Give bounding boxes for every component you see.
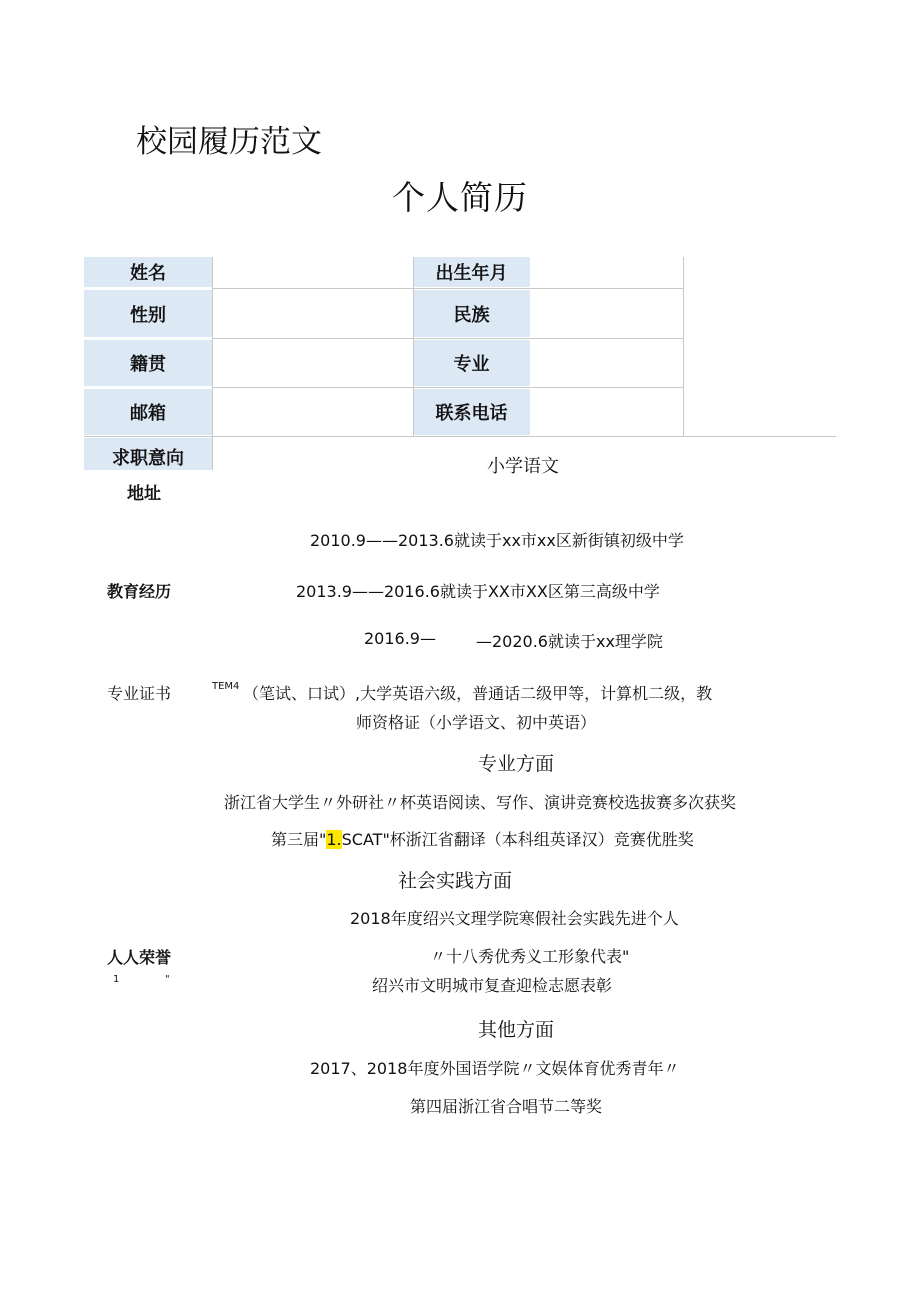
honor-item: 绍兴市文明城市复查迎检志愿表彰 [372,976,613,995]
social-heading: 社会实践方面 [398,870,513,892]
objective-value: 小学语文 [487,456,559,477]
major-label: 专业 [413,340,530,386]
address-label: 地址 [127,484,161,504]
honor-item: 〃十八秀优秀义工形象代表" [430,947,630,966]
honor-item: 2018年度绍兴文理学院寒假社会实践先进个人 [350,909,679,928]
education-item: 2013.9——2016.6就读于XX市XX区第三高级中学 [296,582,660,601]
table-rule [212,387,684,388]
document-title: 校园履历范文 [136,124,322,160]
certificate-prefix: TEM4 [212,681,240,692]
education-item: 2010.9——2013.6就读于xx市xx区新街镇初级中学 [310,531,684,550]
certificates-line: 师资格证（小学语文、初中英语） [356,713,597,732]
honor-text: 第三届" [271,830,327,849]
honor-item: 浙江省大学生〃外研社〃杯英语阅读、写作、演讲竞赛校选拔赛多次获奖 [224,793,737,812]
honor-item: 2017、2018年度外国语学院〃文娱体育优秀青年〃 [310,1059,680,1078]
objective-label: 求职意向 [84,438,212,470]
stray-mark: 1 [113,974,120,985]
table-rule [413,257,414,436]
table-rule [683,257,684,436]
gender-label: 性别 [84,290,212,337]
table-rule [84,436,836,437]
education-label: 教育经历 [107,582,172,601]
education-item: —2020.6就读于xx理学院 [476,632,663,651]
birth-label: 出生年月 [413,257,530,287]
resume-title: 个人简历 [392,178,528,217]
honors-label: 人人荣誉 [107,948,172,967]
table-rule [212,257,213,470]
honor-item: 第四届浙江省合唱节二等奖 [410,1097,603,1116]
email-label: 邮箱 [84,389,212,435]
honor-item [271,827,694,850]
name-label: 姓名 [84,257,212,287]
stray-mark: " [165,974,170,985]
professional-heading: 专业方面 [478,753,555,775]
certificates-line: （笔试、口试）,大学英语六级，普通话二级甲等，计算机二级，教 [243,684,713,703]
ethnicity-label: 民族 [413,290,530,337]
phone-label: 联系电话 [413,389,530,435]
highlighted-text: 1. [326,830,342,849]
certificates-label: 专业证书 [107,684,172,703]
education-item: 2016.9— [364,629,436,648]
table-rule [212,288,684,289]
hometown-label: 籍贯 [84,340,212,386]
table-rule [212,338,684,339]
honor-text: SCAT"杯浙江省翻译（本科组英译汉）竞赛优胜奖 [341,830,694,849]
other-heading: 其他方面 [478,1019,555,1041]
